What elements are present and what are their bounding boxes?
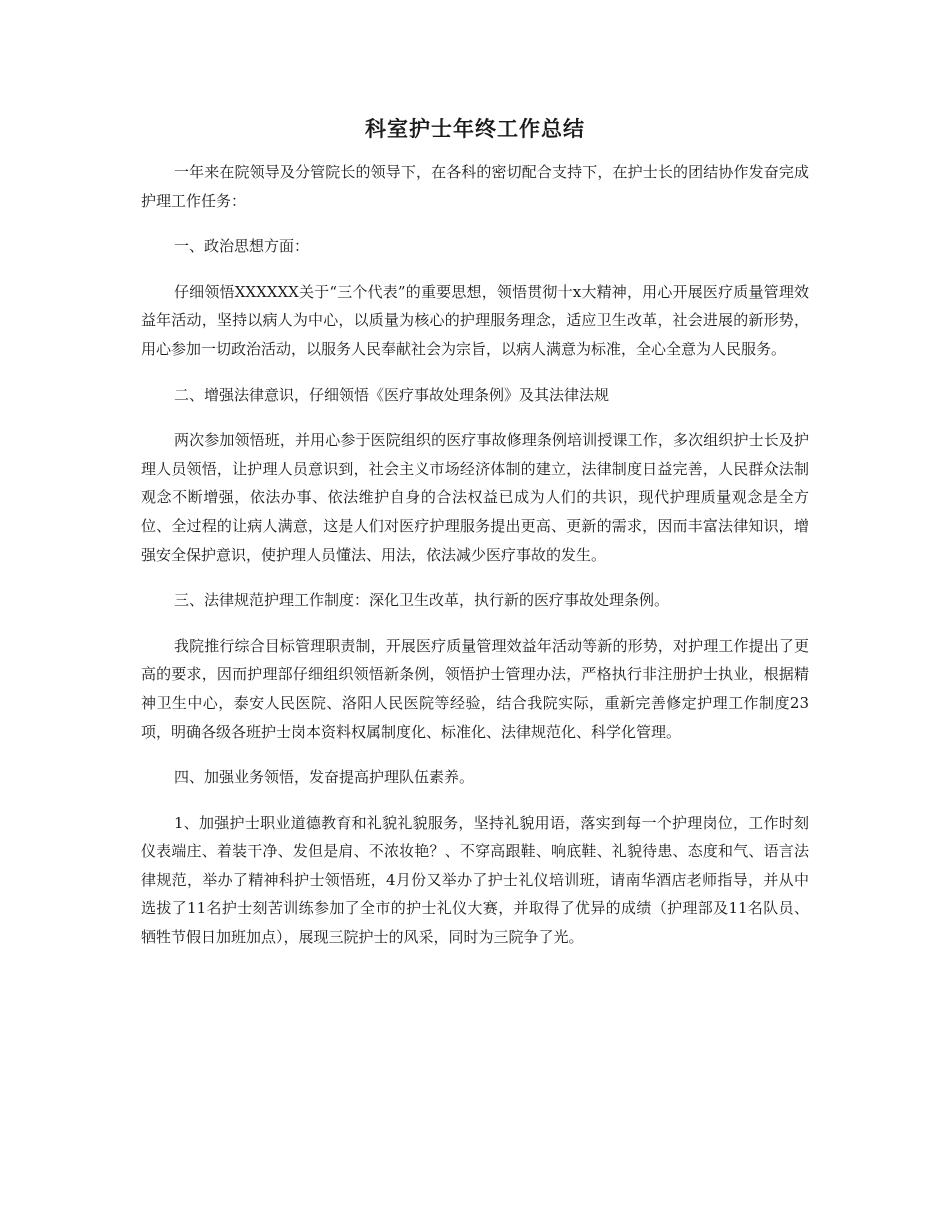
- politics-paragraph: 仔细领悟XXXXXX关于“三个代表”的重要思想，领悟贯彻十x大精神，用心开展医疗质量管理效益年活动，坚持以病人为中心，以质量为核心的护理服务理念，适应卫生改革，社会进展的新形势，用心参加一切政治活动，以服务人民奉献社会为宗旨，以病人满意为标准，全心全意为人民服务。: [141, 282, 809, 358]
- professional-ethics-paragraph: 1、加强护士职业道德教育和礼貌礼貌服务，坚持礼貌用语，落实到每一个护理岗位，工作时刻仪表端庄、着装干净、发但是肩、不浓妆艳？、不穿高跟鞋、响底鞋、礼貌待患、态度和气、语言法律规范，举办了精神科护士领悟班，4月份又举办了护士礼仪培训班，请南华酒店老师指导，并从中选拔了11名护士刻苦训练参加了全市的护士礼仪大赛，并取得了优异的成绩（护理部及11名队员、牺牲节假日加班加点），展现三院护士的风采，同时为三院争了光。: [141, 813, 809, 947]
- section-heading-work-rules: 三、法律规范护理工作制度：深化卫生改革，执行新的医疗事故处理条例。: [174, 591, 670, 610]
- section-heading-legal-awareness: 二、增强法律意识，仔细领悟《医疗事故处理条例》及其法律法规: [174, 385, 610, 404]
- section-heading-politics: 一、政治思想方面：: [174, 237, 310, 256]
- document-body: [141, 112, 809, 969]
- work-rules-paragraph: 我院推行综合目标管理职责制，开展医疗质量管理效益年活动等新的形势，对护理工作提出了更高的要求，因而护理部仔细组织领悟新条例，领悟护士管理办法，严格执行非注册护士执业，根据精神卫生中心，泰安人民医院、洛阳人民医院等经验，结合我院实际，重新完善修定护理工作制度23项，明确各级各班护士岗本资料权属制度化、标准化、法律规范化、科学化管理。: [141, 636, 809, 741]
- legal-awareness-paragraph: 两次参加领悟班，并用心参于医院组织的医疗事故修理条例培训授课工作，多次组织护士长及护理人员领悟，让护理人员意识到，社会主义市场经济体制的建立，法律制度日益完善，人民群众法制观念不断增强，依法办事、依法维护自身的合法权益已成为人们的共识，现代护理质量观念是全方位、全过程的让病人满意，这是人们对医疗护理服务提出更高、更新的需求，因而丰富法律知识，增强安全保护意识，使护理人员懂法、用法，依法减少医疗事故的发生。: [141, 431, 809, 564]
- section-heading-professional-learning: 四、加强业务领悟，发奋提高护理队伍素养。: [174, 768, 475, 787]
- document-title: 科室护士年终工作总结: [365, 117, 585, 141]
- intro-paragraph: 一年来在院领导及分管院长的领导下，在各科的密切配合支持下，在护士长的团结协作发奋完成护理工作任务：: [141, 163, 809, 210]
